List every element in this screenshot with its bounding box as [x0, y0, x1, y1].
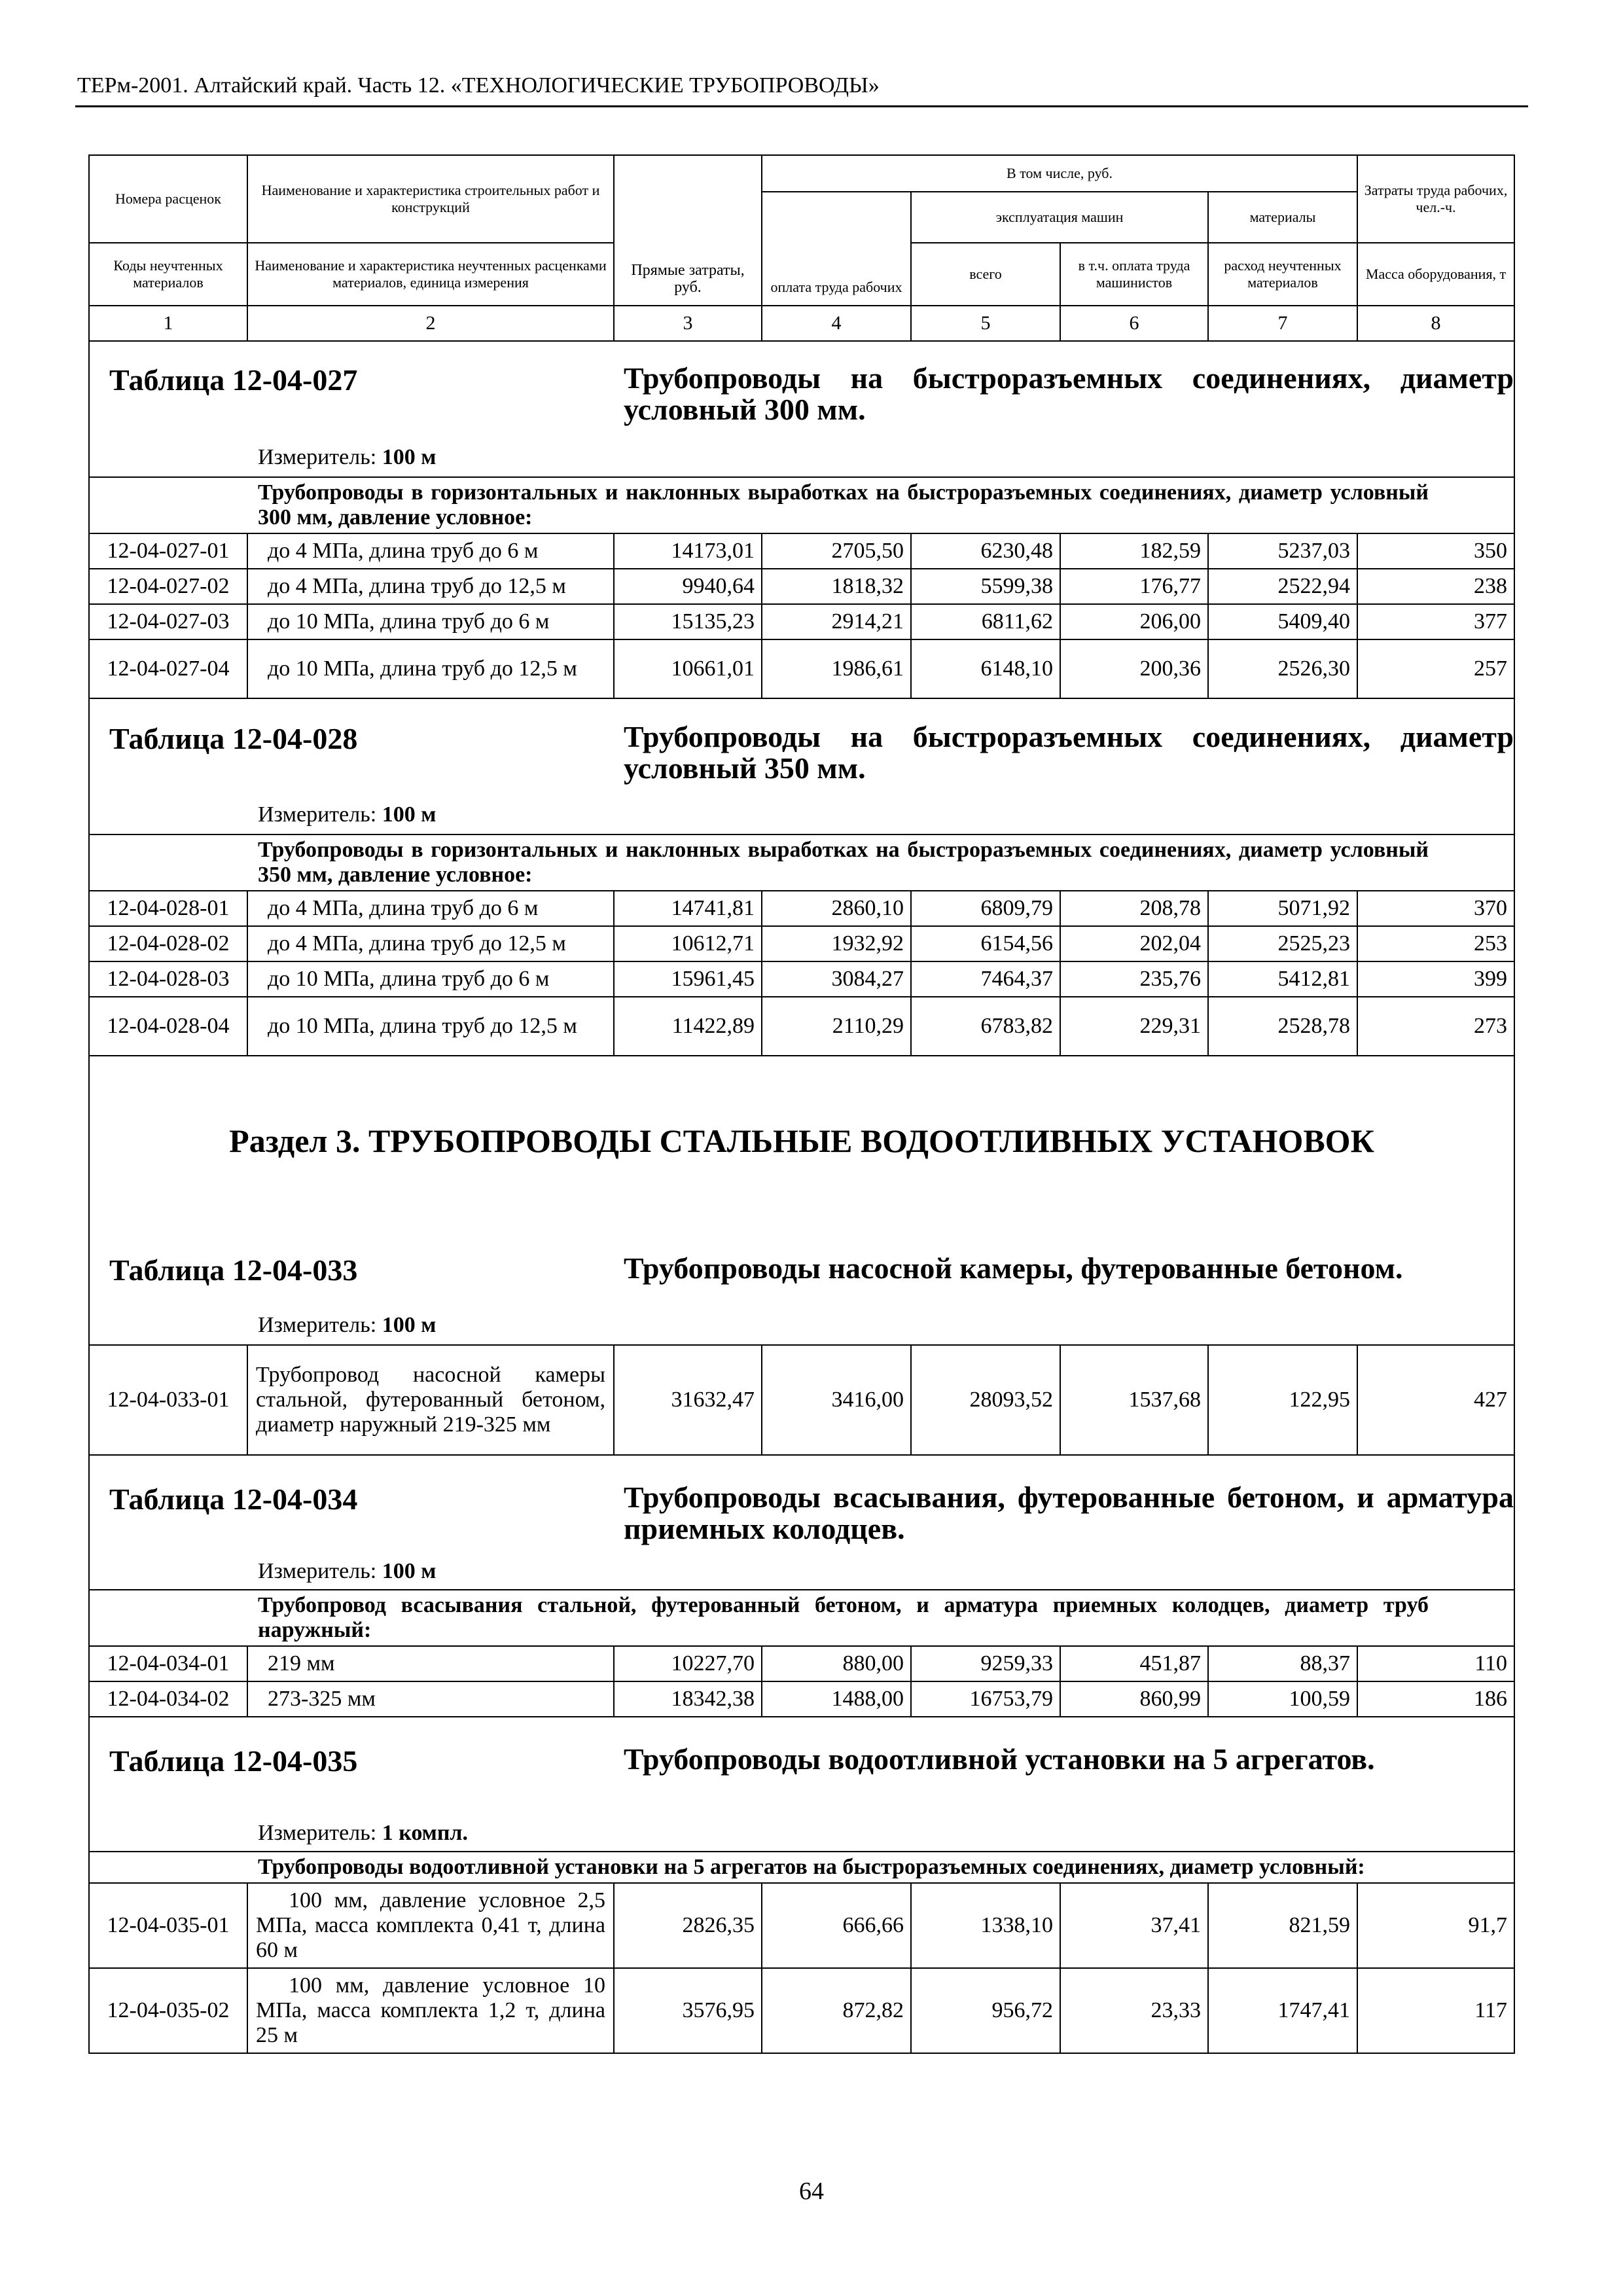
header-materials-bottom: расход неучтенных материалов — [1208, 243, 1357, 306]
row-labor: 1932,92 — [762, 926, 911, 961]
row-labor: 2705,50 — [762, 533, 911, 569]
row-direct: 10612,71 — [614, 926, 762, 961]
row-machines-labor: 23,33 — [1060, 1968, 1208, 2053]
row-labor: 2860,10 — [762, 891, 911, 926]
table-title: Трубопроводы на быстроразъемных соединениях, диаметр условный 350 мм. — [624, 720, 1514, 785]
row-materials: 2526,30 — [1208, 639, 1357, 698]
column-number: 8 — [1357, 306, 1514, 341]
row-hours: 399 — [1357, 961, 1514, 997]
row-machines-labor: 860,99 — [1060, 1681, 1208, 1717]
row-machines: 956,72 — [911, 1968, 1060, 2053]
table-number: Таблица 12-04-027 — [109, 363, 358, 397]
column-number: 2 — [247, 306, 614, 341]
row-direct: 18342,38 — [614, 1681, 762, 1717]
row-name: 273-325 мм — [247, 1681, 614, 1717]
group-description: Трубопроводы в горизонтальных и наклонных выработках на быстроразъемных соединениях, диаметр условный 350 мм, давление условное: — [89, 834, 1514, 891]
row-machines: 6783,82 — [911, 997, 1060, 1056]
row-machines: 6230,48 — [911, 533, 1060, 569]
header-col2-bottom: Наименование и характеристика неучтенных расценками материалов, единица измерения — [247, 243, 614, 306]
row-machines-labor: 206,00 — [1060, 604, 1208, 639]
row-machines-labor: 208,78 — [1060, 891, 1208, 926]
row-code: 12-04-033-01 — [89, 1345, 247, 1455]
row-machines-labor: 451,87 — [1060, 1646, 1208, 1681]
row-materials: 2528,78 — [1208, 997, 1357, 1056]
row-name: до 10 МПа, длина труб до 12,5 м — [247, 639, 614, 698]
row-labor: 3416,00 — [762, 1345, 911, 1455]
row-materials: 122,95 — [1208, 1345, 1357, 1455]
row-name: до 10 МПа, длина труб до 6 м — [247, 604, 614, 639]
row-machines-labor: 182,59 — [1060, 533, 1208, 569]
header-labor: оплата труда рабочих — [762, 192, 911, 306]
row-code: 12-04-027-03 — [89, 604, 247, 639]
section-12-04-027 — [89, 341, 1514, 477]
table-title: Трубопроводы водоотливной установки на 5 агрегатов. — [624, 1742, 1375, 1776]
row-hours: 238 — [1357, 569, 1514, 604]
row-name: Трубопровод насосной камеры стальной, футерованный бетоном, диаметр наружный 219-325 мм — [247, 1345, 614, 1455]
measure: Измеритель: 100 м — [258, 802, 437, 827]
row-labor: 1488,00 — [762, 1681, 911, 1717]
row-materials: 2525,23 — [1208, 926, 1357, 961]
measure: Измеритель: 100 м — [258, 1559, 437, 1583]
section-12-04-035 — [89, 1717, 1514, 1852]
running-head: ТЕРм-2001. Алтайский край. Часть 12. «ТЕХНОЛОГИЧЕСКИЕ ТРУБОПРОВОДЫ» — [77, 73, 880, 98]
row-hours: 350 — [1357, 533, 1514, 569]
row-code: 12-04-035-02 — [89, 1968, 247, 2053]
section-razdel-3 — [89, 1056, 1514, 1345]
row-code: 12-04-027-04 — [89, 639, 247, 698]
section-12-04-028 — [89, 698, 1514, 834]
row-machines: 9259,33 — [911, 1646, 1060, 1681]
row-direct: 14741,81 — [614, 891, 762, 926]
row-materials: 1747,41 — [1208, 1968, 1357, 2053]
row-direct: 11422,89 — [614, 997, 762, 1056]
column-number: 3 — [614, 306, 762, 341]
table-row — [89, 891, 1514, 926]
row-hours: 377 — [1357, 604, 1514, 639]
row-hours: 91,7 — [1357, 1883, 1514, 1968]
header-including: В том числе, руб. — [762, 155, 1357, 192]
table-number: Таблица 12-04-033 — [109, 1253, 358, 1287]
table-number: Таблица 12-04-028 — [109, 722, 358, 755]
header-col1-bottom: Коды неучтенных материалов — [89, 243, 247, 306]
header-col1-top: Номера расценок — [89, 155, 247, 243]
row-labor: 1818,32 — [762, 569, 911, 604]
page-number: 64 — [799, 2178, 824, 2205]
group-description: Трубопроводы в горизонтальных и наклонных выработках на быстроразъемных соединениях, диаметр условный 300 мм, давление условное: — [89, 477, 1514, 533]
row-code: 12-04-028-01 — [89, 891, 247, 926]
table-row — [89, 926, 1514, 961]
header-machines-total: всего — [911, 243, 1060, 306]
table-number: Таблица 12-04-034 — [109, 1482, 358, 1516]
row-machines: 1338,10 — [911, 1883, 1060, 1968]
row-machines-labor: 176,77 — [1060, 569, 1208, 604]
row-hours: 370 — [1357, 891, 1514, 926]
table-row — [89, 569, 1514, 604]
row-name: 100 мм, давление условное 10 МПа, масса комплекта 1,2 т, длина 25 м — [247, 1968, 614, 2053]
row-labor: 3084,27 — [762, 961, 911, 997]
header-col8-bottom: Масса оборудования, т — [1357, 243, 1514, 306]
price-table — [88, 154, 1515, 2054]
row-code: 12-04-028-03 — [89, 961, 247, 997]
row-machines: 7464,37 — [911, 961, 1060, 997]
row-direct: 2826,35 — [614, 1883, 762, 1968]
row-machines-labor: 235,76 — [1060, 961, 1208, 997]
row-machines-labor: 229,31 — [1060, 997, 1208, 1056]
row-code: 12-04-035-01 — [89, 1883, 247, 1968]
row-materials: 5409,40 — [1208, 604, 1357, 639]
row-materials: 100,59 — [1208, 1681, 1357, 1717]
column-number: 6 — [1060, 306, 1208, 341]
row-machines: 6148,10 — [911, 639, 1060, 698]
table-row — [89, 1883, 1514, 1968]
measure: Измеритель: 1 компл. — [258, 1821, 469, 1845]
table-row — [89, 604, 1514, 639]
group-description: Трубопровод всасывания стальной, футерованный бетоном, и арматура приемных колодцев, диаметр труб наружный: — [89, 1590, 1514, 1646]
table-row — [89, 1345, 1514, 1455]
row-labor: 666,66 — [762, 1883, 911, 1968]
row-labor: 1986,61 — [762, 639, 911, 698]
row-materials: 5237,03 — [1208, 533, 1357, 569]
header-col8-top: Затраты труда рабочих, чел.-ч. — [1357, 155, 1514, 243]
row-code: 12-04-034-01 — [89, 1646, 247, 1681]
row-hours: 273 — [1357, 997, 1514, 1056]
row-direct: 15961,45 — [614, 961, 762, 997]
row-direct: 10661,01 — [614, 639, 762, 698]
table-row — [89, 533, 1514, 569]
measure: Измеритель: 100 м — [258, 445, 437, 469]
row-labor: 2914,21 — [762, 604, 911, 639]
row-labor: 872,82 — [762, 1968, 911, 2053]
row-code: 12-04-027-01 — [89, 533, 247, 569]
table-row — [89, 1968, 1514, 2053]
row-hours: 253 — [1357, 926, 1514, 961]
header-col3: Прямые затраты, руб. — [614, 155, 762, 306]
row-hours: 186 — [1357, 1681, 1514, 1717]
row-name: 219 мм — [247, 1646, 614, 1681]
table-title: Трубопроводы на быстроразъемных соединениях, диаметр условный 300 мм. — [624, 361, 1514, 426]
row-hours: 110 — [1357, 1646, 1514, 1681]
row-hours: 257 — [1357, 639, 1514, 698]
row-labor: 880,00 — [762, 1646, 911, 1681]
row-direct: 9940,64 — [614, 569, 762, 604]
row-machines-labor: 202,04 — [1060, 926, 1208, 961]
table-row — [89, 961, 1514, 997]
table-row — [89, 1681, 1514, 1717]
header-materials-top: материалы — [1208, 192, 1357, 243]
row-machines-labor: 1537,68 — [1060, 1345, 1208, 1455]
row-direct: 3576,95 — [614, 1968, 762, 2053]
row-direct: 10227,70 — [614, 1646, 762, 1681]
row-machines: 5599,38 — [911, 569, 1060, 604]
table-number: Таблица 12-04-035 — [109, 1744, 358, 1778]
column-number: 7 — [1208, 306, 1357, 341]
row-machines: 16753,79 — [911, 1681, 1060, 1717]
row-materials: 821,59 — [1208, 1883, 1357, 1968]
row-name: до 10 МПа, длина труб до 12,5 м — [247, 997, 614, 1056]
row-name: до 4 МПа, длина труб до 12,5 м — [247, 569, 614, 604]
row-hours: 427 — [1357, 1345, 1514, 1455]
row-direct: 14173,01 — [614, 533, 762, 569]
row-machines: 6154,56 — [911, 926, 1060, 961]
measure: Измеритель: 100 м — [258, 1313, 437, 1337]
row-machines: 6811,62 — [911, 604, 1060, 639]
row-code: 12-04-028-04 — [89, 997, 247, 1056]
row-code: 12-04-034-02 — [89, 1681, 247, 1717]
column-number: 4 — [762, 306, 911, 341]
row-machines: 6809,79 — [911, 891, 1060, 926]
row-name: до 4 МПа, длина труб до 12,5 м — [247, 926, 614, 961]
header-col2-top: Наименование и характеристика строительных работ и конструкций — [247, 155, 614, 243]
row-name: 100 мм, давление условное 2,5 МПа, масса комплекта 0,41 т, длина 60 м — [247, 1883, 614, 1968]
row-name: до 4 МПа, длина труб до 6 м — [247, 533, 614, 569]
header-machines: эксплуатация машин — [911, 192, 1208, 243]
row-materials: 5412,81 — [1208, 961, 1357, 997]
table-row — [89, 997, 1514, 1056]
row-name: до 10 МПа, длина труб до 6 м — [247, 961, 614, 997]
row-code: 12-04-027-02 — [89, 569, 247, 604]
group-description: Трубопроводы водоотливной установки на 5 агрегатов на быстроразъемных соединениях, диаметр условный: — [89, 1852, 1514, 1883]
row-machines: 28093,52 — [911, 1345, 1060, 1455]
column-number: 5 — [911, 306, 1060, 341]
row-direct: 15135,23 — [614, 604, 762, 639]
table-title: Трубопроводы всасывания, футерованные бетоном, и арматура приемных колодцев. — [624, 1480, 1514, 1545]
row-materials: 88,37 — [1208, 1646, 1357, 1681]
row-labor: 2110,29 — [762, 997, 911, 1056]
table-row — [89, 1646, 1514, 1681]
row-direct: 31632,47 — [614, 1345, 762, 1455]
header-rule — [75, 105, 1528, 107]
section-12-04-034 — [89, 1455, 1514, 1590]
row-hours: 117 — [1357, 1968, 1514, 2053]
header-machines-labor: в т.ч. оплата труда машинистов — [1060, 243, 1208, 306]
row-machines-labor: 37,41 — [1060, 1883, 1208, 1968]
razdel-title: Раздел 3. ТРУБОПРОВОДЫ СТАЛЬНЫЕ ВОДООТЛИВНЫХ УСТАНОВОК — [229, 1122, 1374, 1159]
row-machines-labor: 200,36 — [1060, 639, 1208, 698]
row-code: 12-04-028-02 — [89, 926, 247, 961]
row-name: до 4 МПа, длина труб до 6 м — [247, 891, 614, 926]
row-materials: 2522,94 — [1208, 569, 1357, 604]
column-number: 1 — [89, 306, 247, 341]
row-materials: 5071,92 — [1208, 891, 1357, 926]
table-title: Трубопроводы насосной камеры, футерованные бетоном. — [624, 1251, 1403, 1285]
table-row — [89, 639, 1514, 698]
